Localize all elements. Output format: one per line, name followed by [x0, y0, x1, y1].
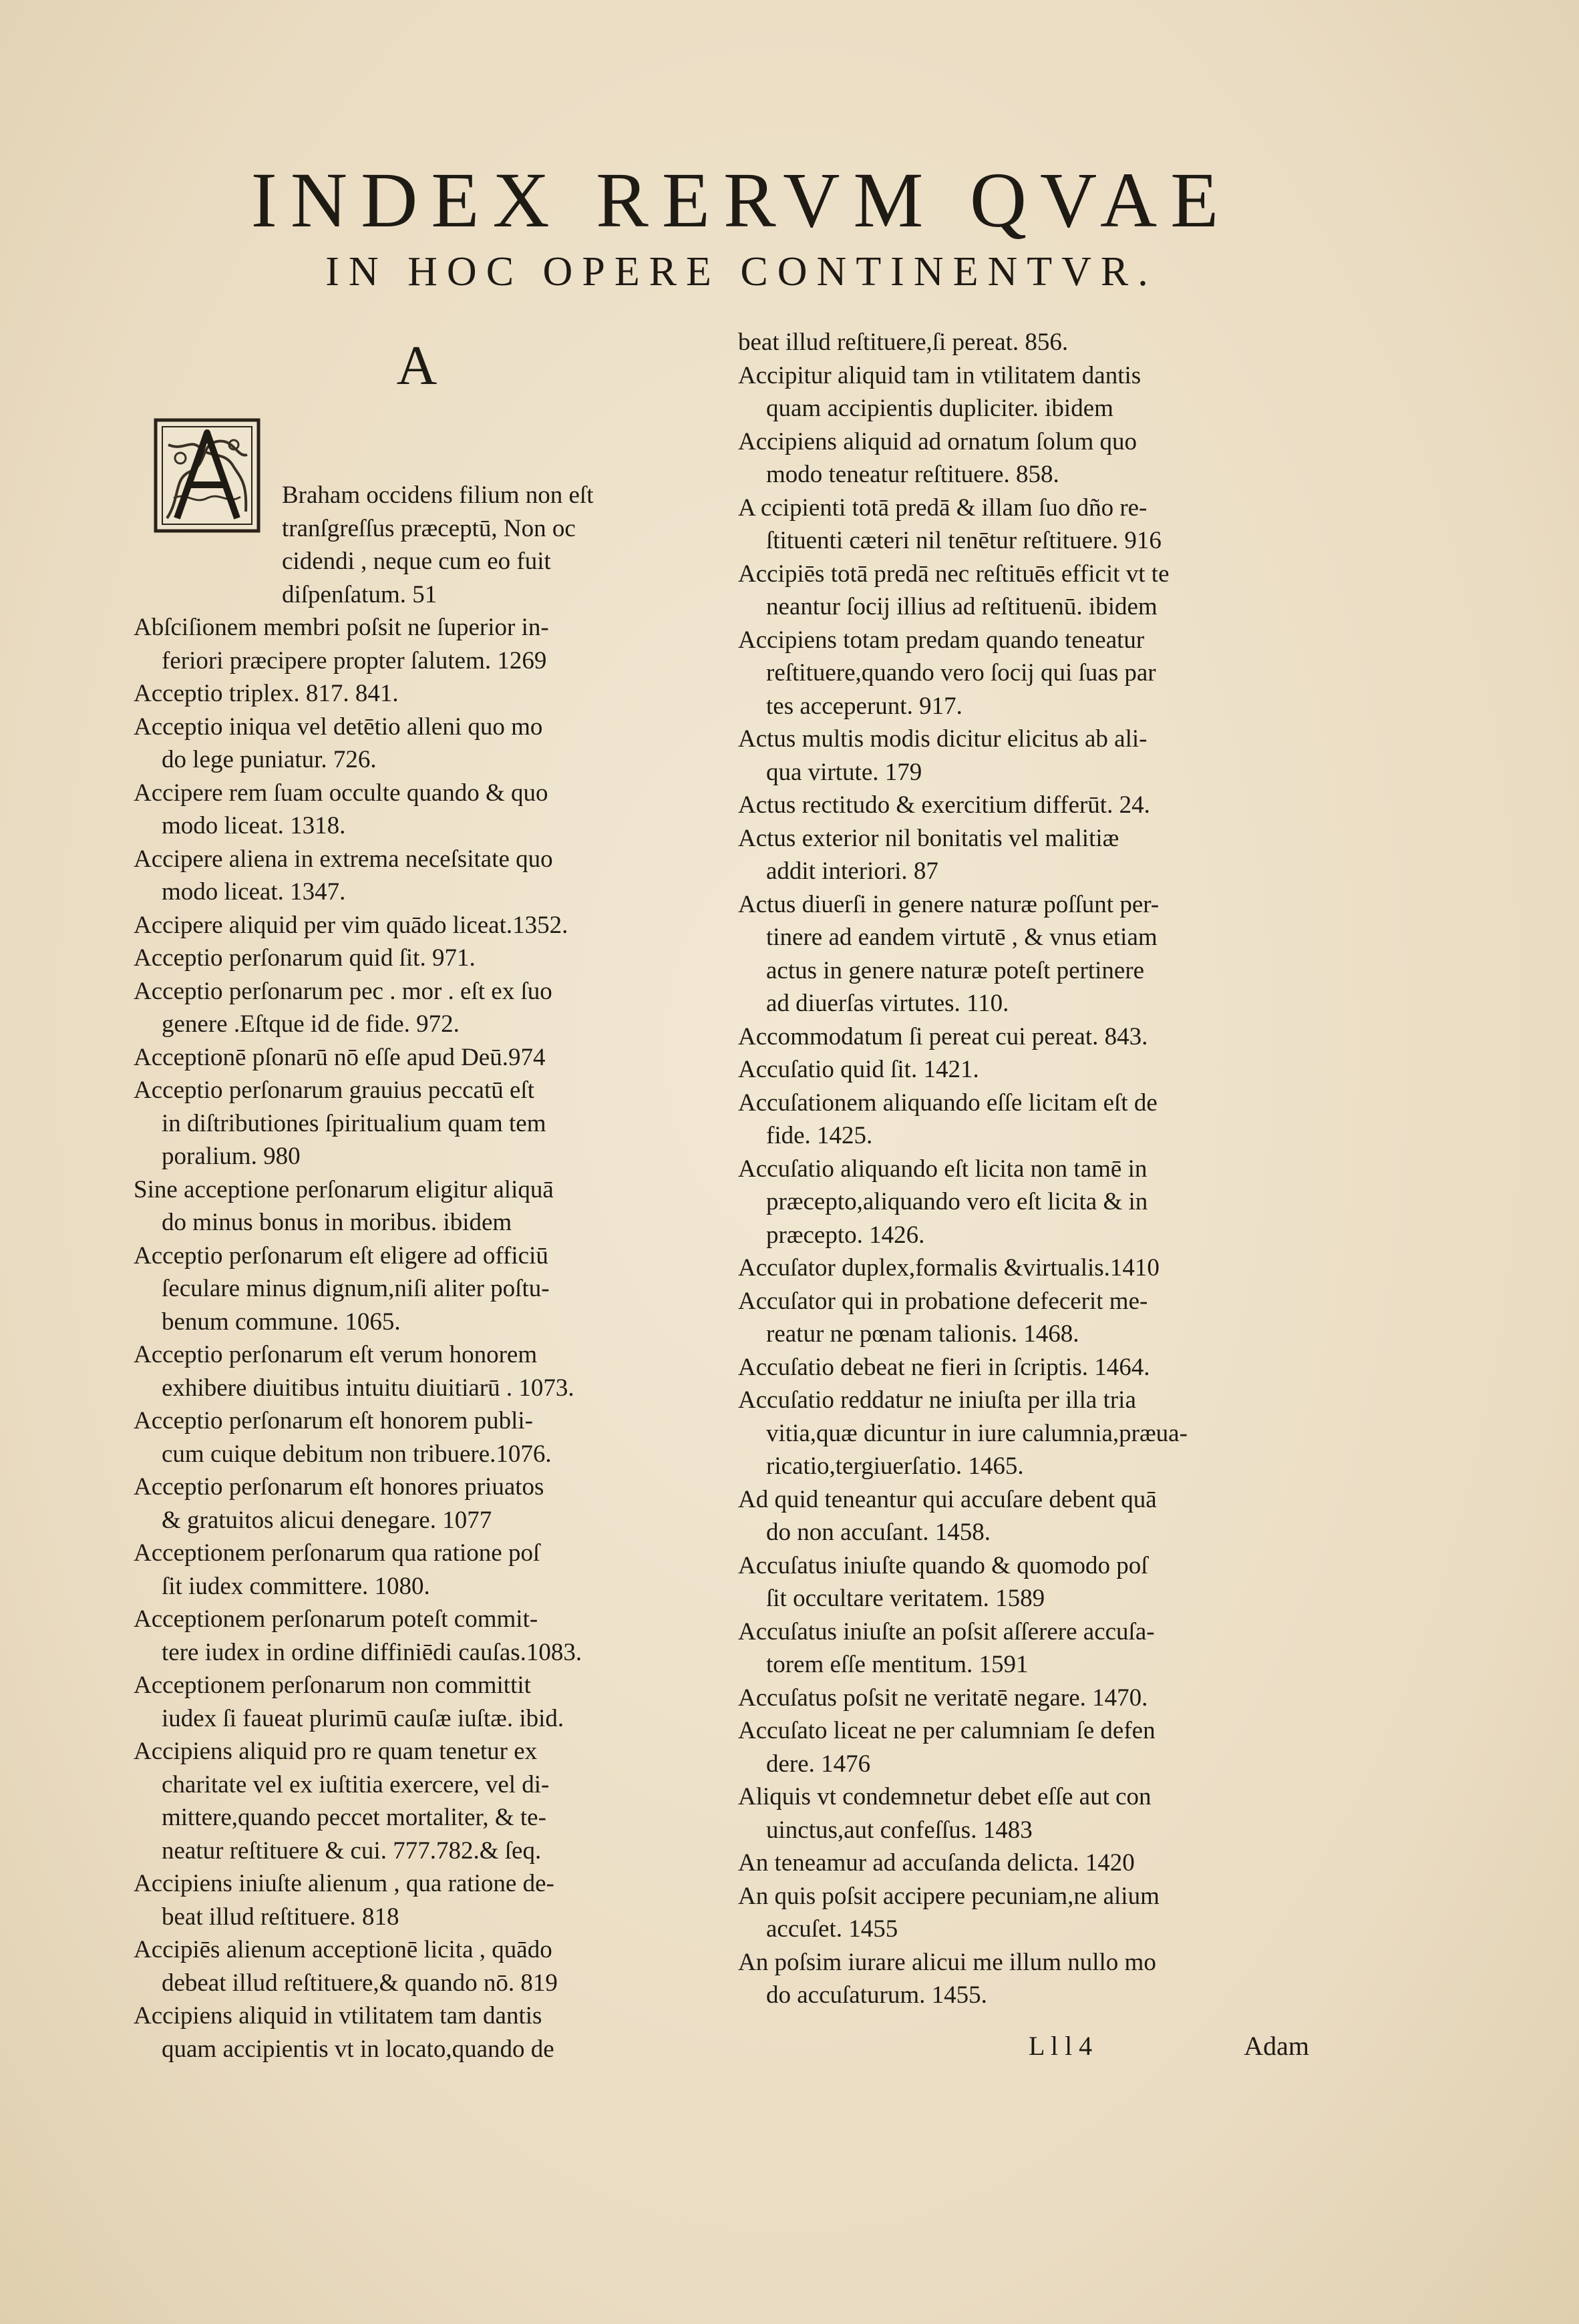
index-entry: Accipiens iniuſte alienum , qua ratione de- beat illud reſtituere. 818 [134, 1870, 554, 1931]
index-entry: Accipiens aliquid pro re quam tenetur ex charitate vel ex iuſtitia exercere, vel di- mittere,quando peccet mortaliter, & te- neatur reſtituere & cui. 777.782.& ſeq. [134, 1738, 550, 1865]
index-entry: Acceptionem perſonarum qua ratione poſ ſit iudex committere. 1080. [134, 1539, 540, 1600]
left-column [134, 326, 700, 2066]
index-entry: Accipiens totam predam quando teneatur reſtituere,quando vero ſocij qui ſuas par tes acceperunt. 917. [738, 626, 1156, 720]
index-entry: Acceptio perſonarum pec . mor . eſt ex ſuo genere .Eſtque id de fide. 972. [134, 977, 552, 1038]
index-entry: Acceptio perſonarum eſt eligere ad officiū ſeculare minus dignum,niſi aliter poſtu- benum commune. 1065. [134, 1241, 550, 1336]
index-entry: Accipere rem ſuam occulte quando & quo modo liceat. 1318. [134, 779, 548, 839]
index-entry: Accuſator duplex,formalis &virtualis.1410 [738, 1254, 1160, 1282]
index-entry: Acceptionem perſonarum poteſt commit- tere iudex in ordine diffiniēdi cauſas.1083. [134, 1605, 582, 1666]
index-subtitle: IN HOC OPERE CONTINENTVR. [325, 249, 1158, 295]
index-entry: An poſsim iurare alicui me illum nullo mo do accuſaturum. 1455. [738, 1948, 1156, 2009]
index-entry: Accipiens aliquid in vtilitatem tam dantis quam accipientis vt in locato,quando de [134, 2002, 554, 2063]
index-entry: Acceptio triplex. 817. 841. [134, 680, 399, 707]
index-entry: An quis poſsit accipere pecuniam,ne alium accuſet. 1455 [738, 1882, 1160, 1943]
index-entry: Accipiens aliquid ad ornatum ſolum quo modo teneatur reſtituere. 858. [738, 427, 1137, 488]
index-entry: Acceptionem perſonarum non committit iudex ſi faueat plurimū cauſæ iuſtæ. ibid. [134, 1672, 564, 1732]
index-entry: Acceptionē pſonarū nō eſſe apud Deū.974 [134, 1043, 546, 1071]
index-entry: Aliquis vt condemnetur debet eſſe aut con uinctus,aut confeſſus. 1483 [738, 1783, 1152, 1844]
index-entry: An teneamur ad accuſanda delicta. 1420 [738, 1849, 1135, 1877]
index-entry: Sine acceptione perſonarum eligitur aliquā do minus bonus in moribus. ibidem [134, 1175, 554, 1236]
index-entry: Accuſator qui in probatione defecerit me- reatur ne pœnam talionis. 1468. [738, 1287, 1148, 1348]
index-entry: Accuſato liceat ne per calumniam ſe defen dere. 1476 [738, 1717, 1156, 1778]
index-entry: Accipere aliena in extrema neceſsitate quo modo liceat. 1347. [134, 845, 553, 906]
index-entry: Accuſatio quid ſit. 1421. [738, 1056, 979, 1083]
index-entry: Actus rectitudo & exercitium differūt. 24. [738, 791, 1150, 819]
section-letter: A [396, 335, 437, 397]
right-column [738, 326, 1314, 2012]
right-entry-list [738, 326, 1314, 2012]
index-entry: Acceptio iniqua vel detētio alleni quo mo do lege puniatur. 726. [134, 713, 543, 773]
index-entry: Actus diuerſi in genere naturæ poſſunt per- tinere ad eandem virtutē , & vnus etiam actus in genere naturæ poteſt pertinere ad diuerſas virtutes. 110. [738, 890, 1160, 1017]
index-entry: Accuſatio aliquando eſt licita non tamē in præcepto,aliquando vero eſt licita & in præcepto. 1426. [738, 1155, 1148, 1249]
index-entry: Ad quid teneantur qui accuſare debent quā do non accuſant. 1458. [738, 1485, 1157, 1546]
catchword: Adam [1244, 2031, 1309, 2061]
index-entry [134, 413, 700, 611]
index-entry: Acceptio perſonarum eſt honorem publi- cum cuique debitum non tribuere.1076. [134, 1407, 552, 1468]
index-entry: Accuſatus poſsit ne veritatē negare. 1470. [738, 1684, 1148, 1712]
index-entry: Acceptio perſonarum quid ſit. 971. [134, 944, 476, 972]
index-entry: beat illud reſtituere,ſi pereat. 856. [738, 329, 1069, 356]
index-entry: Accipiēs totā predā nec reſtituēs efficit vt te neantur ſocij illius ad reſtituenū. ibidem [738, 560, 1170, 620]
page-footer [1029, 2030, 1309, 2062]
index-entry: Acceptio perſonarum eſt honores priuatos & gratuitos alicui denegare. 1077 [134, 1473, 544, 1534]
left-entry-list [134, 413, 700, 2066]
decorated-initial-a-icon [154, 418, 260, 533]
index-entry: Abſciſionem membri poſsit ne ſuperior in- feriori præcipere propter ſalutem. 1269 [134, 614, 549, 674]
index-entry: Actus multis modis dicitur elicitus ab ali- qua virtute. 179 [738, 725, 1148, 786]
index-entry: Accuſatus iniuſte an poſsit aſſerere accuſa- torem eſſe mentitum. 1591 [738, 1617, 1155, 1678]
index-entry: Accuſatio debeat ne fieri in ſcriptis. 1464. [738, 1353, 1150, 1381]
index-entry: Accipiēs alienum acceptionē licita , quādo debeat illud reſtituere,& quando nō. 819 [134, 1936, 558, 1997]
index-entry: Accuſationem aliquando eſſe licitam eſt de fide. 1425. [738, 1089, 1158, 1149]
index-title: INDEX RERVM QVAE [250, 156, 1232, 244]
index-entry: Accuſatus iniuſte quando & quomodo poſ ſit occultare veritatem. 1589 [738, 1551, 1148, 1612]
index-entry: Acceptio perſonarum eſt verum honorem exhibere diuitibus intuitu diuitiarū . 1073. [134, 1341, 574, 1402]
index-entry: Actus exterior nil bonitatis vel malitiæ addit interiori. 87 [738, 824, 1119, 885]
index-entry: Accuſatio reddatur ne iniuſta per illa tria vitia,quæ dicuntur in iure calumnia,præua- ricatio,tergiuerſatio. 1465. [738, 1386, 1188, 1480]
signature-mark: L l l 4 [1029, 2031, 1093, 2061]
index-entry: Accipitur aliquid tam in vtilitatem dantis quam accipientis dupliciter. ibidem [738, 361, 1142, 422]
index-entry: Accommodatum ſi pereat cui pereat. 843. [738, 1022, 1148, 1050]
index-entry: A ccipienti totā predā & illam ſuo dño re- ſtituenti cæteri nil tenētur reſtituere. 916 [738, 494, 1162, 554]
index-entry: Acceptio perſonarum grauius peccatū eſt in diſtributiones ſpiritualium quam tem poralium. 980 [134, 1077, 546, 1170]
index-entry: Accipere aliquid per vim quādo liceat.1352. [134, 911, 568, 939]
entry-text: Braham occidens filium non eſt tranſgreſſus præceptū, Non oc cidendi , neque cum eo fuit diſpenſatum. 51 [282, 481, 594, 608]
